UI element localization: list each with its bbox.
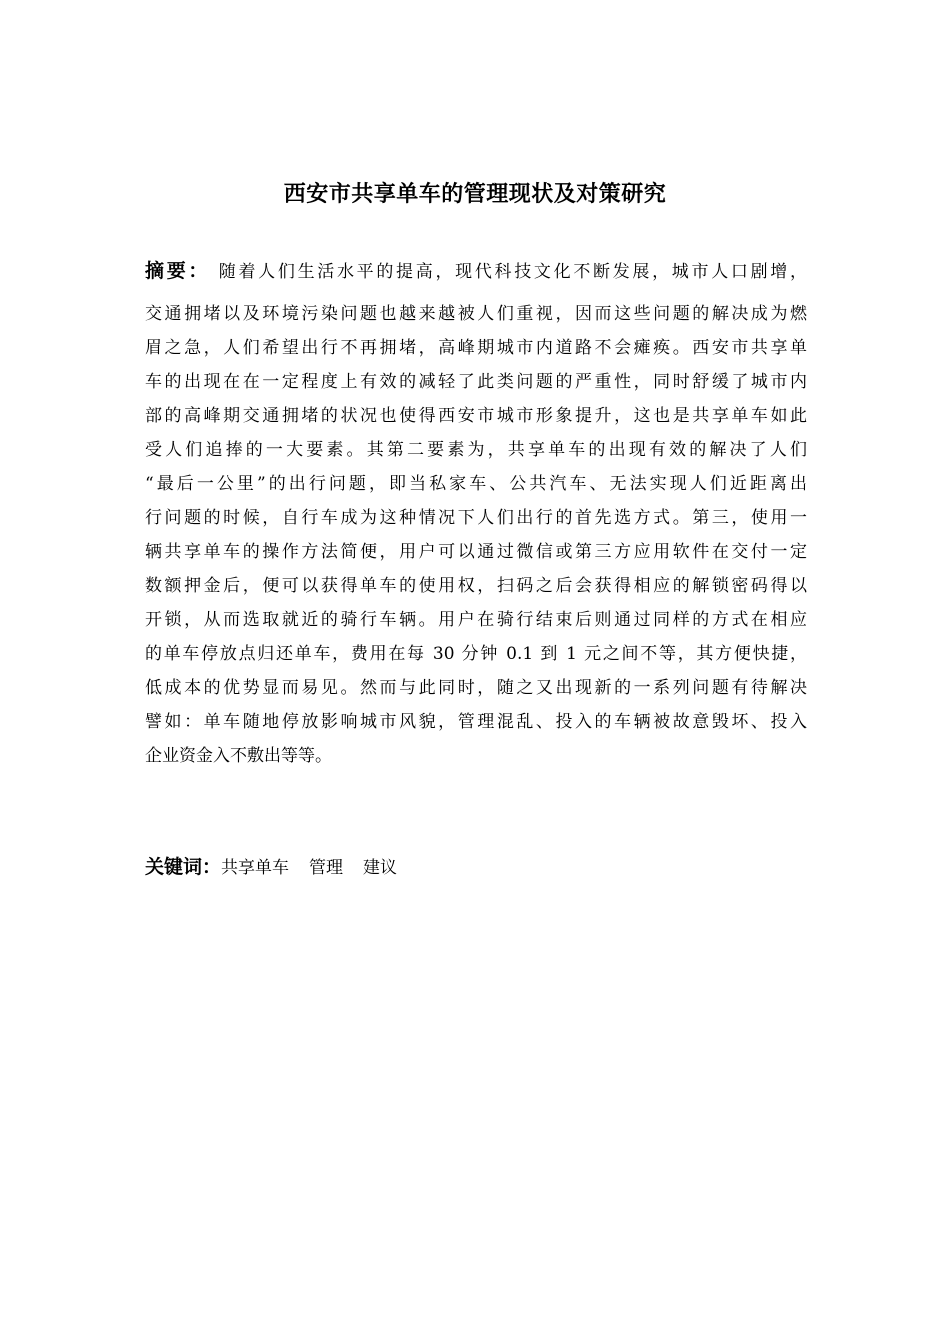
abstract-line: 交通拥堵以及环境污染问题也越来越被人们重视，因而这些问题的解决成为燃: [145, 304, 807, 324]
abstract-line: 譬如：单车随地停放影响城市风貌，管理混乱、投入的车辆被故意毁坏、投入: [145, 712, 807, 732]
abstract-line: [145, 253, 807, 289]
abstract-line: 部的高峰期交通拥堵的状况也使得西安市城市形象提升，这也是共享单车如此: [145, 406, 807, 426]
abstract-line: 低成本的优势显而易见。然而与此同时，随之又出现新的一系列问题有待解决: [145, 678, 807, 698]
abstract-line: 眉之急，人们希望出行不再拥堵，高峰期城市内道路不会瘫痪。西安市共享单: [145, 338, 807, 358]
abstract-line: 数额押金后，便可以获得单车的使用权，扫码之后会获得相应的解锁密码得以: [145, 576, 807, 596]
document-title: 西安市共享单车的管理现状及对策研究: [283, 182, 667, 207]
abstract-section: [145, 253, 807, 773]
keywords-label: 关键词：: [145, 856, 222, 878]
keyword-item: 建议: [363, 858, 398, 878]
abstract-line: 的单车停放点归还单车，费用在每 30 分钟 0.1 到 1 元之间不等，其方便快捷，: [145, 644, 807, 664]
abstract-text: 随着人们生活水平的提高，现代科技文化不断发展，城市人口剧增，: [216, 262, 807, 282]
abstract-line: 行问题的时候，自行车成为这种情况下人们出行的首先选方式。第三，使用一: [145, 508, 807, 528]
keywords-section: [145, 849, 397, 885]
abstract-label: 摘要：: [145, 260, 211, 282]
keyword-item: 管理: [309, 858, 344, 878]
abstract-line: “最后一公里”的出行问题，即当私家车、公共汽车、无法实现人们近距离出: [145, 474, 807, 494]
abstract-line: 受人们追捧的一大要素。其第二要素为，共享单车的出现有效的解决了人们: [145, 440, 807, 460]
abstract-line: 开锁，从而选取就近的骑行车辆。用户在骑行结束后则通过同样的方式在相应: [145, 610, 807, 630]
abstract-line: 企业资金入不敷出等等。: [145, 746, 332, 766]
abstract-line: 车的出现在在一定程度上有效的减轻了此类问题的严重性，同时舒缓了城市内: [145, 372, 807, 392]
abstract-line: 辆共享单车的操作方法简便，用户可以通过微信或第三方应用软件在交付一定: [145, 542, 807, 562]
keyword-item: 共享单车: [221, 858, 290, 878]
